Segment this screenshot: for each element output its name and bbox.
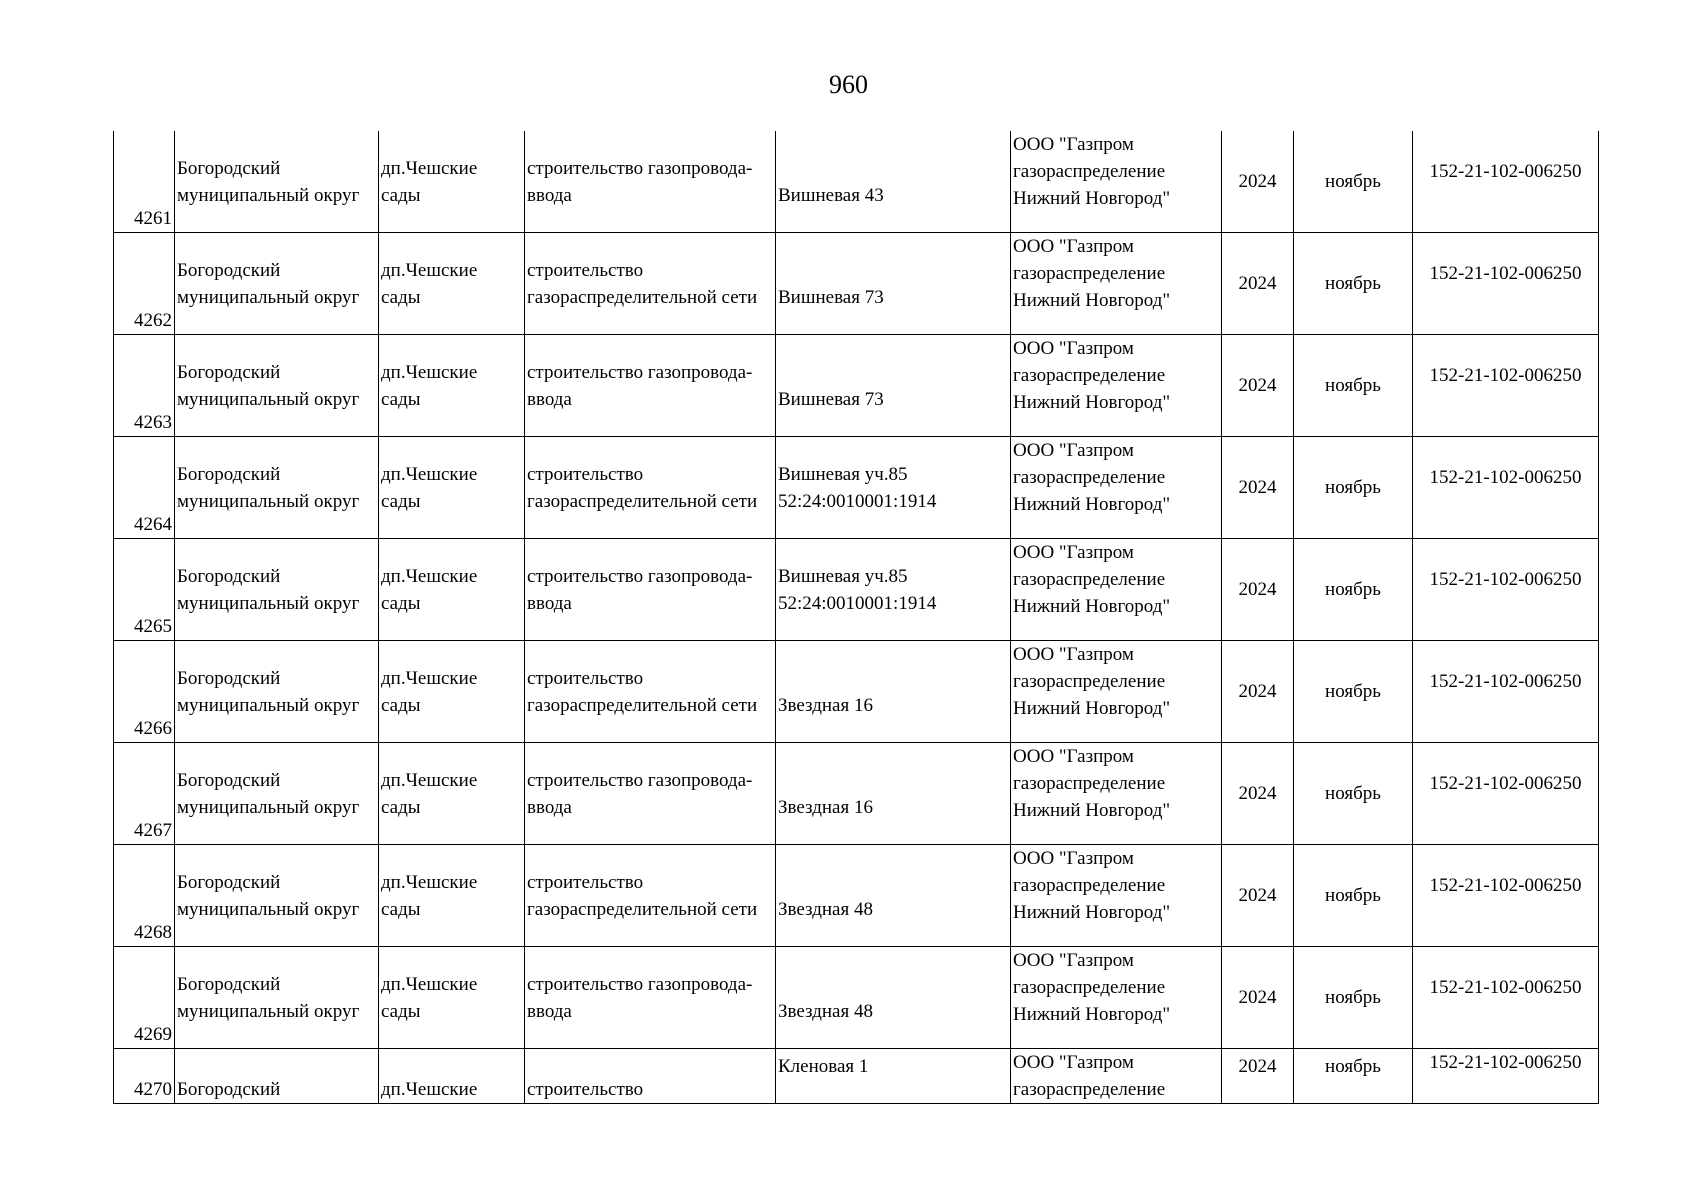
cell-text: ООО "Газпром <box>1013 338 1134 359</box>
cell-text: ноябрь <box>1325 681 1381 702</box>
cell-code <box>1413 845 1599 947</box>
cell-work-type <box>525 1049 776 1104</box>
cell-text: 2024 <box>1238 681 1277 702</box>
cell-text: 4261 <box>134 208 172 229</box>
cell-text: ноябрь <box>1325 885 1381 906</box>
cell-text: ООО "Газпром <box>1013 236 1134 257</box>
cell-district <box>175 335 379 437</box>
cell-code <box>1413 1049 1599 1104</box>
cell-text: ввода <box>527 388 572 410</box>
cell-text: Богородский <box>177 1079 281 1100</box>
cell-year <box>1222 1049 1294 1104</box>
cell-district <box>175 539 379 641</box>
cell-text: Богородский <box>177 973 281 995</box>
cell-code <box>1413 743 1599 845</box>
cell-text: Богородский <box>177 871 281 893</box>
cell-address <box>776 335 1011 437</box>
cell-month <box>1294 437 1413 539</box>
cell-code <box>1413 131 1599 233</box>
cell-text: 2024 <box>1238 171 1277 192</box>
cell-text: 152-21-102-006250 <box>1429 671 1582 692</box>
cell-district <box>175 437 379 539</box>
cell-text: дп.Чешские <box>381 565 478 587</box>
cell-district <box>175 845 379 947</box>
cell-text: газораспределительной сети <box>527 694 758 716</box>
cell-address <box>776 233 1011 335</box>
cell-month <box>1294 233 1413 335</box>
cell-work-type <box>525 539 776 641</box>
cell-month <box>1294 131 1413 233</box>
cell-organization <box>1011 335 1222 437</box>
cell-month <box>1294 1049 1413 1104</box>
cell-text: дп.Чешские <box>381 871 478 893</box>
cell-work-type <box>525 131 776 233</box>
cell-text: газораспределение <box>1013 569 1166 590</box>
cell-text: 2024 <box>1238 375 1277 396</box>
cell-text: 2024 <box>1238 987 1277 1008</box>
cell-text: 152-21-102-006250 <box>1429 161 1582 182</box>
cell-number <box>114 743 175 845</box>
cell-organization <box>1011 743 1222 845</box>
cell-text: 152-21-102-006250 <box>1429 569 1582 590</box>
cell-text: 152-21-102-006250 <box>1429 467 1582 488</box>
cell-text: муниципальный округ <box>177 490 360 512</box>
cell-text: дп.Чешские <box>381 1079 478 1100</box>
cell-text: Богородский <box>177 769 281 791</box>
cell-district <box>175 1049 379 1104</box>
cell-text: строительство <box>527 463 644 485</box>
cell-text: строительство <box>527 667 644 689</box>
cell-district <box>175 743 379 845</box>
cell-text: Вишневая уч.85 <box>778 463 908 485</box>
cell-organization <box>1011 131 1222 233</box>
cell-organization <box>1011 845 1222 947</box>
cell-text: строительство газопровода- <box>527 157 753 179</box>
cell-text: ноябрь <box>1325 477 1381 498</box>
cell-work-type <box>525 743 776 845</box>
cell-address <box>776 437 1011 539</box>
table-row <box>114 233 1599 335</box>
cell-text: ООО "Газпром <box>1013 950 1134 971</box>
cell-text: ноябрь <box>1325 273 1381 294</box>
cell-text: Звездная 48 <box>778 898 873 920</box>
cell-code <box>1413 947 1599 1049</box>
cell-text: 2024 <box>1238 885 1277 906</box>
cell-text: 4269 <box>134 1024 172 1045</box>
cell-text: газораспределение <box>1013 773 1166 794</box>
cell-year <box>1222 947 1294 1049</box>
cell-text: 4267 <box>134 820 172 841</box>
cell-text: муниципальный округ <box>177 388 360 410</box>
cell-settlement <box>379 539 525 641</box>
cell-code <box>1413 233 1599 335</box>
cell-year <box>1222 743 1294 845</box>
cell-text: Звездная 48 <box>778 1000 873 1022</box>
cell-text: муниципальный округ <box>177 286 360 308</box>
cell-text: Богородский <box>177 157 281 179</box>
cell-month <box>1294 641 1413 743</box>
cell-text: 4266 <box>134 718 172 739</box>
cell-text: ООО "Газпром <box>1013 134 1134 155</box>
cell-text: сады <box>381 490 421 512</box>
cell-settlement <box>379 335 525 437</box>
cell-text: дп.Чешские <box>381 973 478 995</box>
cell-work-type <box>525 437 776 539</box>
cell-number <box>114 641 175 743</box>
cell-text: ноябрь <box>1325 375 1381 396</box>
cell-text: ноябрь <box>1325 1056 1381 1077</box>
cell-text: газораспределительной сети <box>527 286 758 308</box>
cell-text: газораспределение <box>1013 671 1166 692</box>
cell-text: 4270 <box>134 1079 172 1100</box>
cell-text: муниципальный округ <box>177 1000 360 1022</box>
cell-text: 2024 <box>1238 579 1277 600</box>
cell-text: ООО "Газпром <box>1013 542 1134 563</box>
cell-text: Нижний Новгород" <box>1013 392 1171 413</box>
cell-settlement <box>379 437 525 539</box>
cell-settlement <box>379 845 525 947</box>
cell-text: газораспределительной сети <box>527 898 758 920</box>
cell-text: муниципальный округ <box>177 898 360 920</box>
table-row <box>114 845 1599 947</box>
cell-text: Вишневая 43 <box>778 184 884 206</box>
cell-text: строительство газопровода- <box>527 361 753 383</box>
table-row <box>114 641 1599 743</box>
cell-text: сады <box>381 1000 421 1022</box>
cell-text: дп.Чешские <box>381 259 478 281</box>
cell-text: 4268 <box>134 922 172 943</box>
cell-organization <box>1011 947 1222 1049</box>
cell-text: ООО "Газпром <box>1013 848 1134 869</box>
cell-text: ввода <box>527 1000 572 1022</box>
cell-text: муниципальный округ <box>177 184 360 206</box>
cell-text: Нижний Новгород" <box>1013 800 1171 821</box>
cell-text: газораспределение <box>1013 1079 1166 1100</box>
cell-year <box>1222 437 1294 539</box>
cell-code <box>1413 335 1599 437</box>
cell-text: 52:24:0010001:1914 <box>778 490 937 512</box>
cell-district <box>175 131 379 233</box>
cell-text: Вишневая 73 <box>778 286 884 308</box>
registry-table <box>113 131 1599 1104</box>
cell-text: ООО "Газпром <box>1013 644 1134 665</box>
cell-text: Богородский <box>177 565 281 587</box>
cell-text: Вишневая 73 <box>778 388 884 410</box>
cell-text: строительство газопровода- <box>527 769 753 791</box>
cell-text: 2024 <box>1238 1056 1277 1077</box>
cell-number <box>114 335 175 437</box>
cell-text: ввода <box>527 592 572 614</box>
cell-district <box>175 947 379 1049</box>
cell-text: Звездная 16 <box>778 796 873 818</box>
cell-organization <box>1011 437 1222 539</box>
cell-address <box>776 947 1011 1049</box>
cell-text: газораспределение <box>1013 977 1166 998</box>
cell-text: Вишневая уч.85 <box>778 565 908 587</box>
table-row <box>114 539 1599 641</box>
cell-text: строительство <box>527 871 644 893</box>
cell-text: Богородский <box>177 361 281 383</box>
cell-text: ООО "Газпром <box>1013 440 1134 461</box>
cell-settlement <box>379 743 525 845</box>
cell-text: Нижний Новгород" <box>1013 290 1171 311</box>
cell-address <box>776 743 1011 845</box>
cell-year <box>1222 641 1294 743</box>
cell-text: 52:24:0010001:1914 <box>778 592 937 614</box>
page-number: 960 <box>829 70 868 99</box>
cell-number <box>114 1049 175 1104</box>
cell-month <box>1294 947 1413 1049</box>
cell-number <box>114 947 175 1049</box>
cell-text: сады <box>381 796 421 818</box>
cell-district <box>175 641 379 743</box>
cell-text: 4265 <box>134 616 172 637</box>
cell-text: Нижний Новгород" <box>1013 902 1171 923</box>
cell-text: газораспределение <box>1013 263 1166 284</box>
cell-month <box>1294 845 1413 947</box>
cell-text: 152-21-102-006250 <box>1429 875 1582 896</box>
cell-work-type <box>525 641 776 743</box>
cell-settlement <box>379 1049 525 1104</box>
cell-address <box>776 131 1011 233</box>
cell-text: 2024 <box>1238 477 1277 498</box>
cell-settlement <box>379 233 525 335</box>
cell-text: Нижний Новгород" <box>1013 698 1171 719</box>
cell-text: дп.Чешские <box>381 769 478 791</box>
cell-work-type <box>525 335 776 437</box>
cell-text: газораспределение <box>1013 875 1166 896</box>
cell-text: ввода <box>527 184 572 206</box>
cell-text: муниципальный округ <box>177 796 360 818</box>
cell-text: строительство <box>527 1079 644 1100</box>
cell-text: Нижний Новгород" <box>1013 494 1171 515</box>
cell-settlement <box>379 947 525 1049</box>
cell-text: сады <box>381 388 421 410</box>
cell-text: муниципальный округ <box>177 694 360 716</box>
cell-month <box>1294 335 1413 437</box>
cell-settlement <box>379 131 525 233</box>
cell-text: Нижний Новгород" <box>1013 1004 1171 1025</box>
table-row <box>114 335 1599 437</box>
cell-text: сады <box>381 184 421 206</box>
cell-text: ноябрь <box>1325 987 1381 1008</box>
cell-code <box>1413 437 1599 539</box>
cell-text: Богородский <box>177 259 281 281</box>
cell-text: газораспределительной сети <box>527 490 758 512</box>
cell-text: муниципальный округ <box>177 592 360 614</box>
cell-text: строительство газопровода- <box>527 565 753 587</box>
cell-text: 4262 <box>134 310 172 331</box>
cell-text: ноябрь <box>1325 579 1381 600</box>
cell-text: газораспределение <box>1013 467 1166 488</box>
cell-month <box>1294 743 1413 845</box>
cell-text: 4264 <box>134 514 172 535</box>
cell-text: ноябрь <box>1325 783 1381 804</box>
cell-text: 2024 <box>1238 783 1277 804</box>
cell-text: 152-21-102-006250 <box>1429 365 1582 386</box>
cell-text: 4263 <box>134 412 172 433</box>
cell-number <box>114 437 175 539</box>
cell-text: ввода <box>527 796 572 818</box>
cell-work-type <box>525 947 776 1049</box>
cell-text: сады <box>381 898 421 920</box>
cell-code <box>1413 539 1599 641</box>
cell-text: Звездная 16 <box>778 694 873 716</box>
cell-work-type <box>525 233 776 335</box>
cell-work-type <box>525 845 776 947</box>
cell-text: 152-21-102-006250 <box>1429 977 1582 998</box>
cell-text: Богородский <box>177 667 281 689</box>
cell-text: 152-21-102-006250 <box>1429 263 1582 284</box>
cell-text: 152-21-102-006250 <box>1429 1052 1582 1073</box>
cell-district <box>175 233 379 335</box>
cell-text: Нижний Новгород" <box>1013 596 1171 617</box>
cell-text: сады <box>381 592 421 614</box>
cell-text: строительство <box>527 259 644 281</box>
cell-year <box>1222 845 1294 947</box>
cell-text: дп.Чешские <box>381 463 478 485</box>
cell-text: 2024 <box>1238 273 1277 294</box>
cell-text: ноябрь <box>1325 171 1381 192</box>
cell-text: дп.Чешские <box>381 157 478 179</box>
cell-organization <box>1011 539 1222 641</box>
table-row <box>114 437 1599 539</box>
cell-text: дп.Чешские <box>381 667 478 689</box>
cell-organization <box>1011 1049 1222 1104</box>
cell-address <box>776 1049 1011 1104</box>
cell-organization <box>1011 233 1222 335</box>
cell-text: Нижний Новгород" <box>1013 188 1171 209</box>
cell-text: Кленовая 1 <box>778 1056 869 1077</box>
cell-number <box>114 845 175 947</box>
cell-text: газораспределение <box>1013 365 1166 386</box>
cell-number <box>114 131 175 233</box>
cell-year <box>1222 539 1294 641</box>
cell-address <box>776 539 1011 641</box>
cell-text: дп.Чешские <box>381 361 478 383</box>
table-body <box>114 131 1599 1104</box>
cell-address <box>776 845 1011 947</box>
cell-text: Богородский <box>177 463 281 485</box>
cell-text: ООО "Газпром <box>1013 1052 1134 1073</box>
cell-text: сады <box>381 694 421 716</box>
cell-organization <box>1011 641 1222 743</box>
cell-text: сады <box>381 286 421 308</box>
cell-text: строительство газопровода- <box>527 973 753 995</box>
table-row <box>114 131 1599 233</box>
cell-code <box>1413 641 1599 743</box>
cell-settlement <box>379 641 525 743</box>
cell-number <box>114 233 175 335</box>
cell-year <box>1222 131 1294 233</box>
cell-text: газораспределение <box>1013 161 1166 182</box>
cell-month <box>1294 539 1413 641</box>
cell-year <box>1222 233 1294 335</box>
cell-text: ООО "Газпром <box>1013 746 1134 767</box>
table-row-partial <box>114 1049 1599 1104</box>
table-row <box>114 743 1599 845</box>
cell-address <box>776 641 1011 743</box>
cell-number <box>114 539 175 641</box>
cell-text: 152-21-102-006250 <box>1429 773 1582 794</box>
table-row <box>114 947 1599 1049</box>
cell-year <box>1222 335 1294 437</box>
